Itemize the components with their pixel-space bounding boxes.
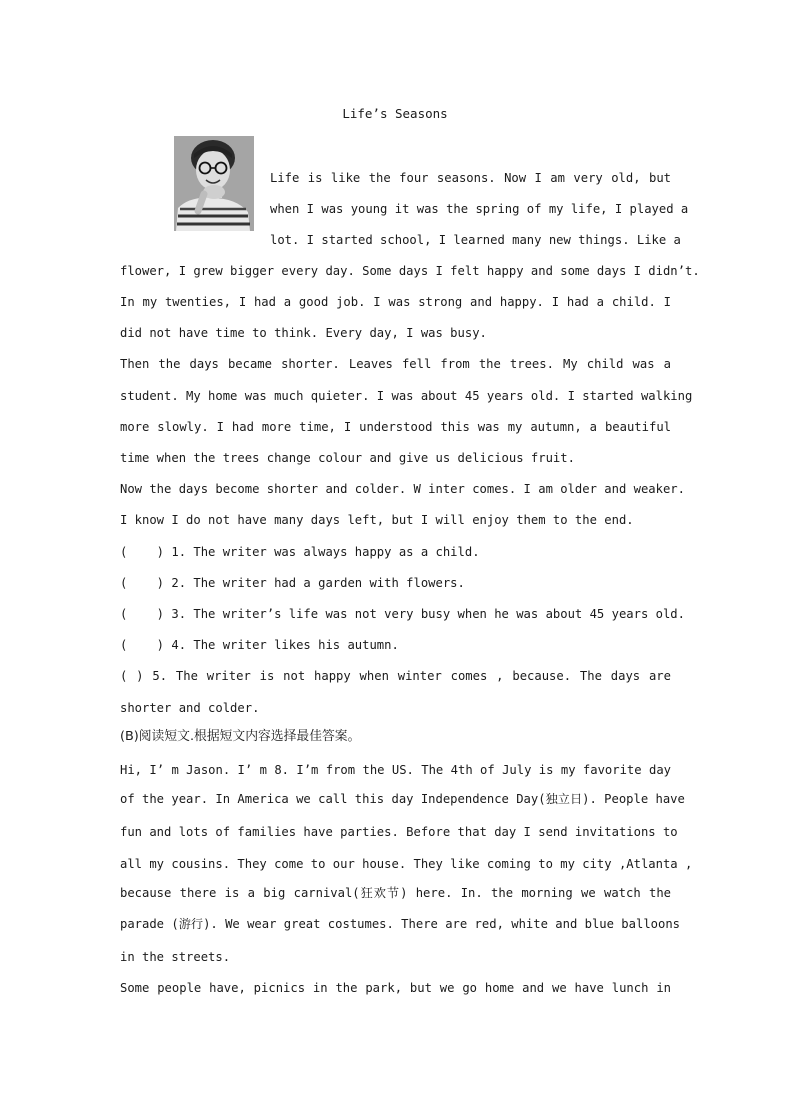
passage-a-line: Now the days become shorter and colder. W inter comes. I am older and weaker. [120, 482, 685, 496]
question-4: ( ) 4. The writer likes his autumn. [120, 638, 399, 652]
question-1: ( ) 1. The writer was always happy as a child. [120, 545, 480, 559]
passage-a-line: did not have time to think. Every day, I was busy. [120, 326, 487, 340]
passage-b-line: in the streets. [120, 950, 231, 964]
passage-b-line: because there is a big carnival(狂欢节) here. In. the morning we watch the [120, 886, 671, 900]
section-b-heading: (B)阅读短文.根据短文内容选择最佳答案。 [120, 729, 361, 744]
question-2: ( ) 2. The writer had a garden with flowers. [120, 576, 465, 590]
passage-a-line: Then the days became shorter. Leaves fell from the trees. My child was a [120, 357, 671, 371]
passage-b-line: fun and lots of families have parties. Before that day I send invitations to [120, 825, 678, 839]
passage-b-line: Some people have, picnics in the park, but we go home and we have lunch in [120, 981, 671, 995]
question-5: ( ) 5. The writer is not happy when winter comes , because. The days are [120, 669, 671, 683]
passage-b-line: all my cousins. They come to our house. They like coming to my city ,Atlanta , [120, 857, 693, 871]
passage-title: Life’s Seasons [342, 106, 448, 121]
passage-b-line: Hi, I’ m Jason. I’ m 8. I’m from the US. The 4th of July is my favorite day [120, 763, 671, 777]
question-5-continued: shorter and colder. [120, 701, 260, 715]
passage-a-line: time when the trees change colour and give us delicious fruit. [120, 451, 575, 465]
boy-photo [120, 136, 254, 243]
passage-b-line: parade (游行). We wear great costumes. There are red, white and blue balloons [120, 917, 681, 931]
passage-a-line: when I was young it was the spring of my life, I played a [270, 202, 689, 216]
passage-b-line: of the year. In America we call this day Independence Day(独立日). People have [120, 792, 685, 806]
passage-a-line: lot. I started school, I learned many new things. Like a [270, 233, 681, 247]
passage-a-line: student. My home was much quieter. I was about 45 years old. I started walking [120, 389, 693, 403]
passage-a-line: Life is like the four seasons. Now I am very old, but [270, 171, 671, 185]
passage-a-line: more slowly. I had more time, I understood this was my autumn, a beautiful [120, 420, 671, 434]
passage-a-line: flower, I grew bigger every day. Some days I felt happy and some days I didn’t. [120, 264, 700, 278]
question-3: ( ) 3. The writer’s life was not very busy when he was about 45 years old. [120, 607, 685, 621]
passage-a-line: In my twenties, I had a good job. I was strong and happy. I had a child. I [120, 295, 671, 309]
passage-a-line: I know I do not have many days left, but I will enjoy them to the end. [120, 513, 634, 527]
